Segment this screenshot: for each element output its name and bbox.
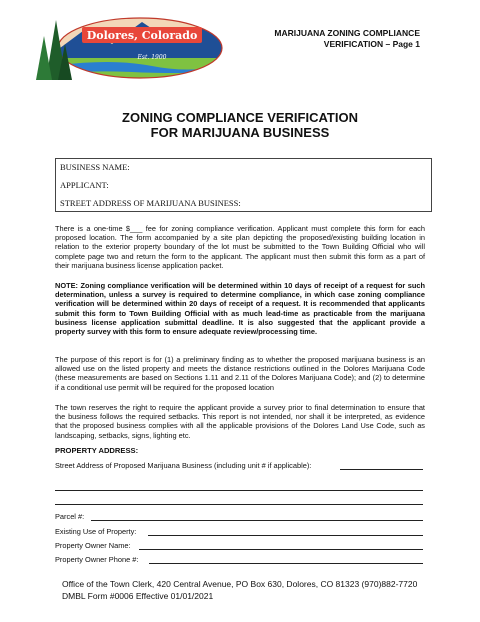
property-address-heading: PROPERTY ADDRESS: xyxy=(55,446,139,455)
footer-form-id: DMBL Form #0006 Effective 01/01/2021 xyxy=(62,591,214,601)
header-line-2: VERIFICATION – Page 1 xyxy=(323,39,420,49)
town-logo-graphic xyxy=(32,14,232,82)
parcel-field[interactable] xyxy=(91,520,423,521)
existing-use-label: Existing Use of Property: xyxy=(55,527,137,536)
owner-name-label: Property Owner Name: xyxy=(55,541,131,550)
business-address-label: STREET ADDRESS OF MARIJUANA BUSINESS: xyxy=(60,198,241,208)
town-logo xyxy=(32,14,232,82)
survey-paragraph: The town reserves the right to require the applicant provide a survey prior to final determination to ensure that the business follows the required setbacks. This report is not intended, nor shall it be interpreted, as evidence that the proposed business complies with all the applicable provisions of the Dolores Land Use Code, such as landscaping, setbacks, signs, lighting etc. xyxy=(55,403,425,440)
logo-town-text: Dolores, Colorado xyxy=(86,29,198,42)
street-address-field-line-3[interactable] xyxy=(55,504,423,505)
footer-address: Office of the Town Clerk, 420 Central Avenue, PO Box 630, Dolores, CO 81323 (970)882-7720 xyxy=(62,579,418,589)
title-line-2: FOR MARIJUANA BUSINESS xyxy=(150,125,330,140)
page-title xyxy=(0,110,480,140)
owner-phone-field[interactable] xyxy=(149,563,423,564)
title-line-1: ZONING COMPLIANCE VERIFICATION xyxy=(122,110,358,125)
applicant-label: APPLICANT: xyxy=(60,180,109,190)
purpose-paragraph: The purpose of this report is for (1) a preliminary finding as to whether the proposed marijuana business is an allowed use on the listed property and meets the distance restrictions outlined in the Dolores Marijuana Code (these measurements are based on Sections 1.11 and 2.11 of the Dolores Marijuana Code); and (2) to determine if a conditional use permit will be required for the proposed location xyxy=(55,355,425,392)
fee-paragraph: There is a one-time $___ fee for zoning compliance verification. Applicant must complete this form for each proposed location. The form accompanied by a site plan depicting the proposed/existing building location in relation to the exterior property boundary of the lot must be submitted to the Town Building Official who will complete page two and return the form to the applicant. The applicant must then submit this form as a part of their marijuana business license application packet. xyxy=(55,224,425,270)
parcel-label: Parcel #: xyxy=(55,512,85,521)
business-info-box xyxy=(55,158,432,212)
page-header xyxy=(220,28,420,50)
note-paragraph: NOTE: Zoning compliance verification will be determined within 10 days of receipt of a request for such determination, unless a survey is required to determine compliance, in which case zoning compliance verification will be determined within 20 days of receipt of a request. It is recommended that applicants submit this form to Town Building Official with as much lead-time as practicable from the marijuana business license application submittal deadline. It is also suggested that the applicant provide a property survey with this form to ensure adequate review/processing time. xyxy=(55,281,425,337)
logo-est-text: Est. 1900 xyxy=(137,54,167,61)
street-address-label: Street Address of Proposed Marijuana Business (including unit # if applicable): xyxy=(55,461,312,470)
street-address-field-line-2[interactable] xyxy=(55,490,423,491)
business-name-label: BUSINESS NAME: xyxy=(60,162,130,172)
owner-phone-label: Property Owner Phone #: xyxy=(55,555,139,564)
street-address-field[interactable] xyxy=(340,469,423,470)
owner-name-field[interactable] xyxy=(139,549,423,550)
header-line-1: MARIJUANA ZONING COMPLIANCE xyxy=(274,28,420,38)
existing-use-field[interactable] xyxy=(148,535,423,536)
